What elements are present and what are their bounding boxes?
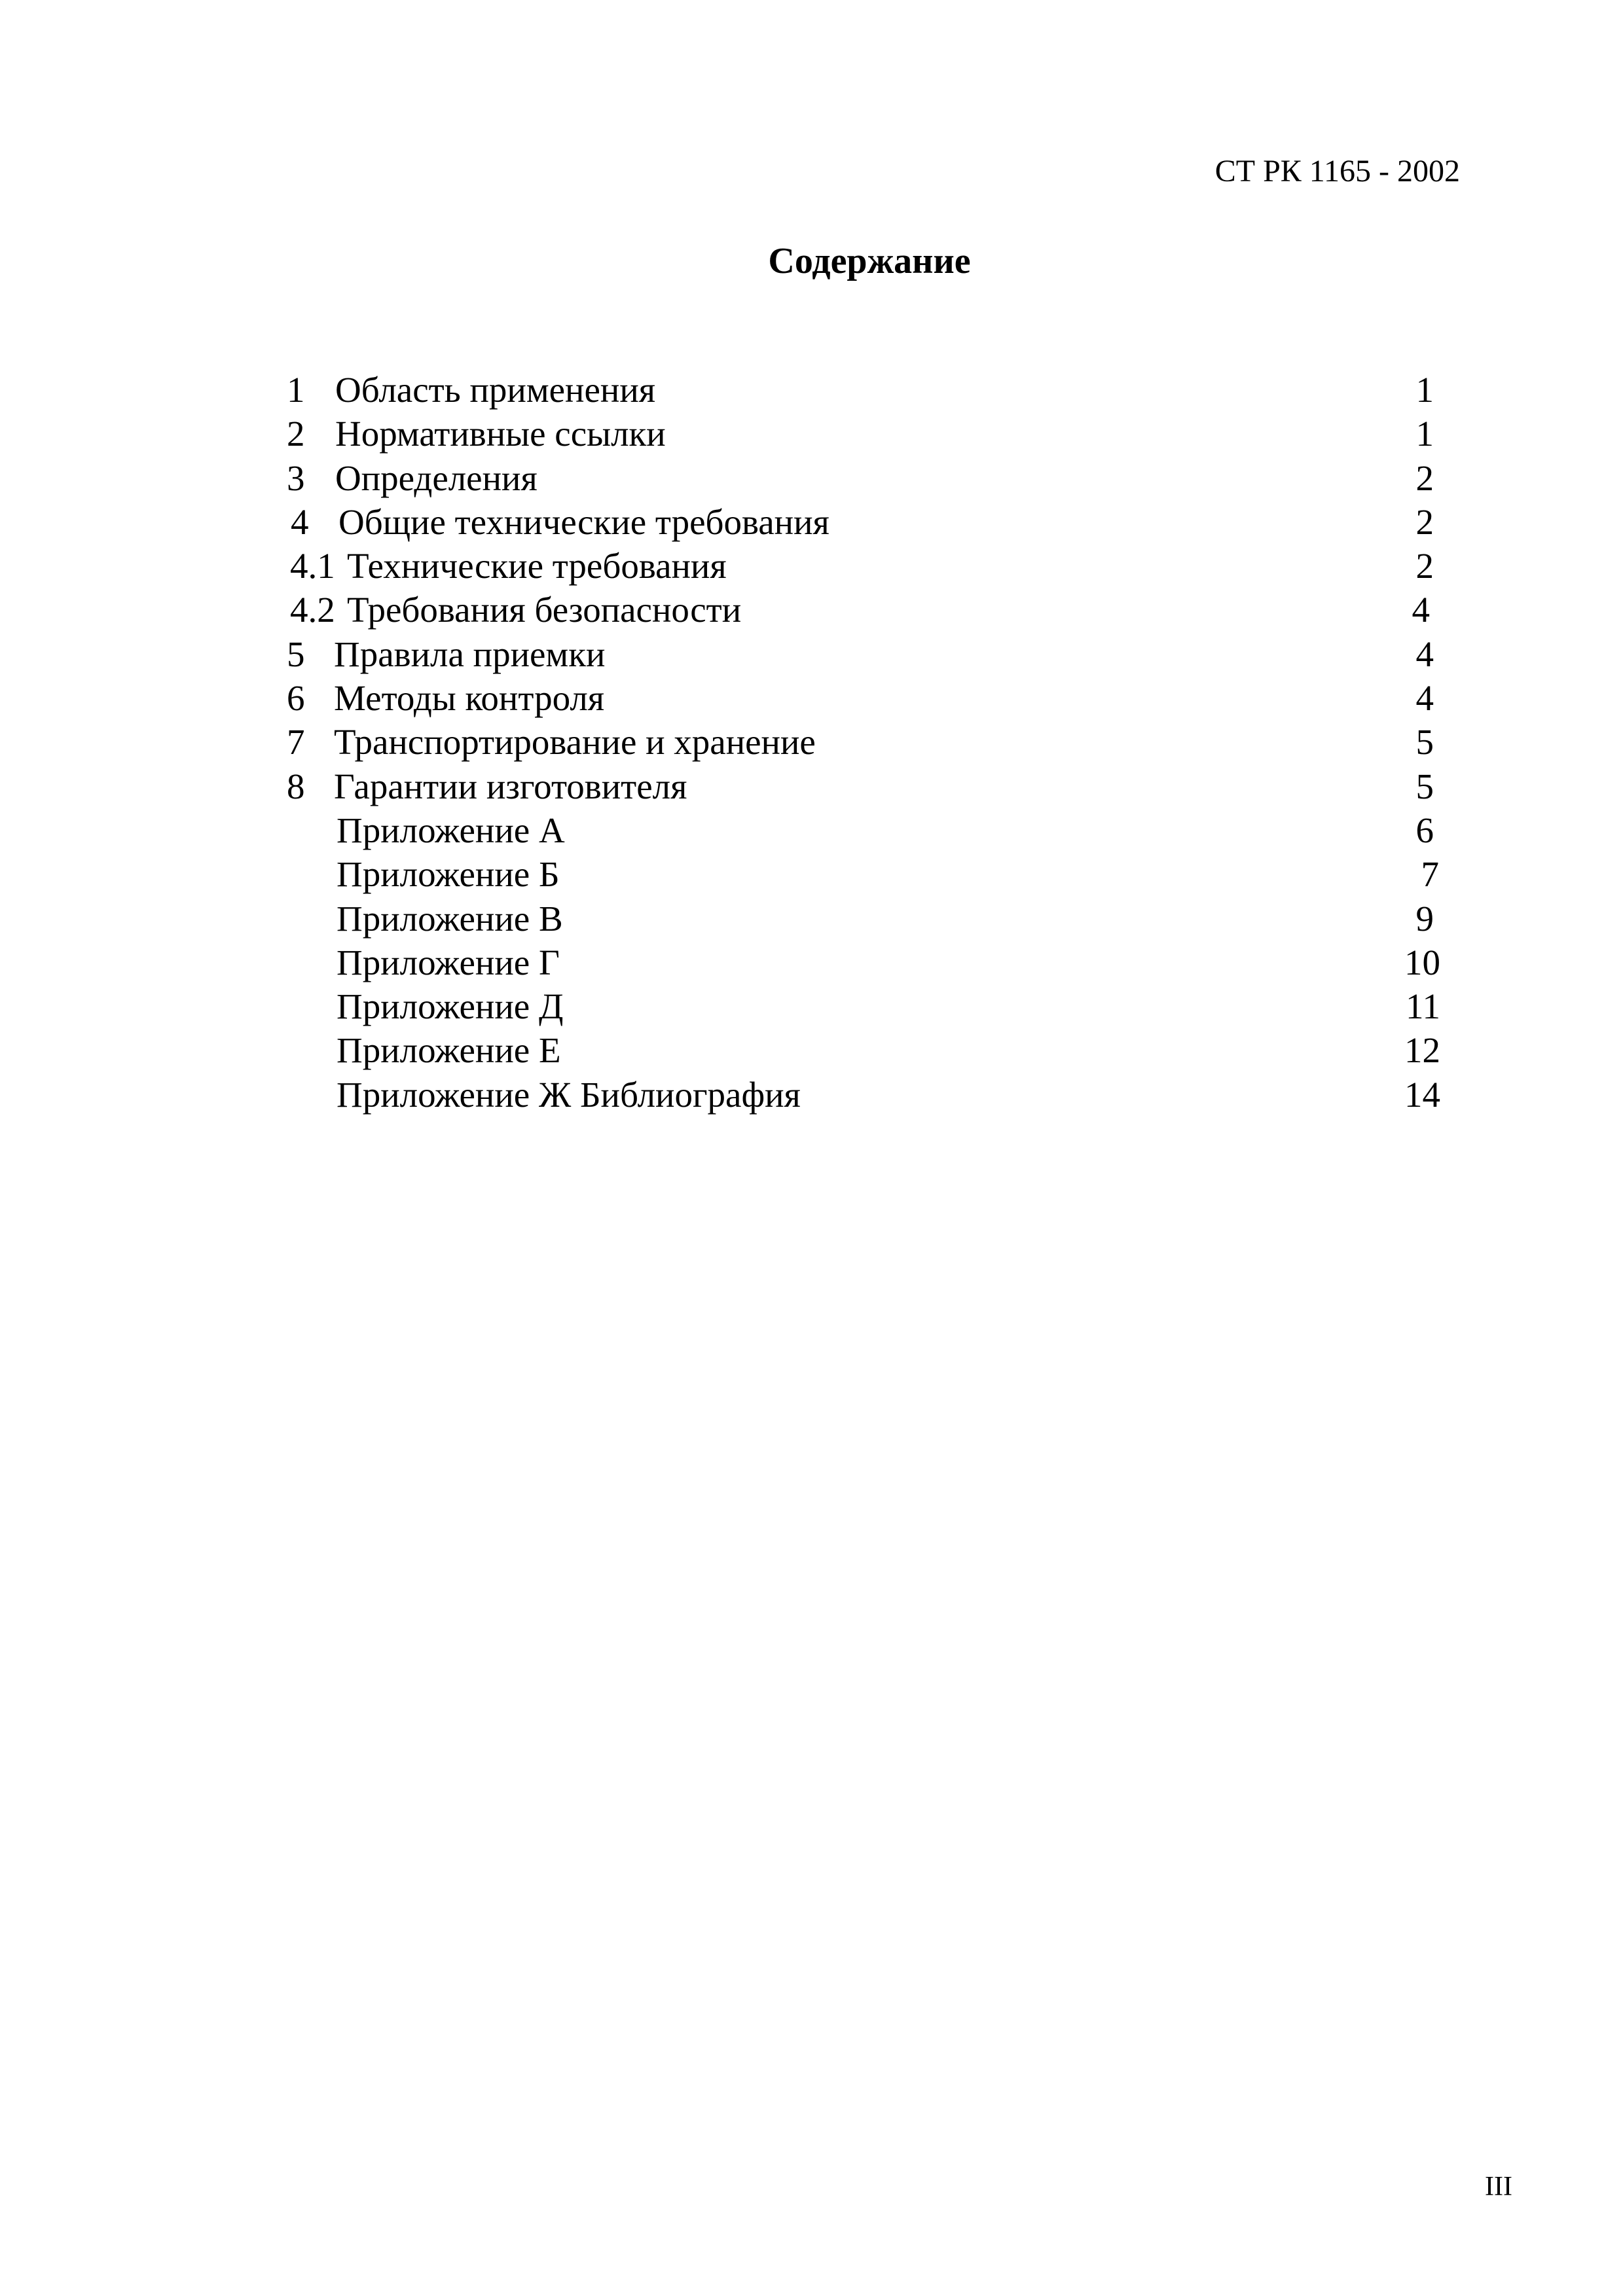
table-of-contents — [0, 368, 1623, 1117]
toc-entry[interactable] — [0, 676, 1623, 720]
toc-entry[interactable] — [0, 897, 1623, 941]
toc-entry-number: 4.2 — [290, 590, 335, 630]
toc-entry-page: 1 — [1415, 414, 1434, 454]
toc-entry-page: 12 — [1404, 1030, 1440, 1071]
toc-entry[interactable] — [0, 632, 1623, 676]
toc-entry-page: 10 — [1404, 942, 1440, 982]
toc-entry[interactable] — [0, 852, 1623, 896]
toc-entry-number: 4.1 — [290, 546, 335, 586]
toc-entry-title: Определения — [335, 457, 538, 498]
toc-entry-number: 3 — [287, 457, 305, 498]
page-title: Содержание — [768, 241, 971, 281]
toc-entry-number: 5 — [287, 634, 305, 674]
toc-entry-title: Приложение А — [337, 810, 565, 850]
toc-entry-number: 2 — [287, 414, 305, 454]
toc-entry-title: Область применения — [335, 370, 656, 410]
toc-entry-page: 4 — [1412, 590, 1430, 630]
toc-entry[interactable] — [0, 764, 1623, 808]
toc-entry-number: 7 — [287, 722, 305, 762]
toc-entry-number: 4 — [291, 501, 309, 542]
toc-entry-page: 4 — [1415, 634, 1434, 674]
toc-entry-title: Приложение Е — [337, 1030, 561, 1071]
toc-entry-page: 2 — [1415, 457, 1434, 498]
toc-entry-page: 5 — [1415, 766, 1434, 806]
toc-entry[interactable] — [0, 808, 1623, 852]
toc-entry[interactable] — [0, 984, 1623, 1028]
toc-entry[interactable] — [0, 720, 1623, 764]
toc-entry-page: 4 — [1415, 678, 1434, 719]
toc-entry-title: Требования безопасности — [347, 590, 742, 630]
toc-entry-page: 2 — [1415, 546, 1434, 586]
toc-entry-page: 6 — [1415, 810, 1434, 850]
toc-entry-title: Приложение Б — [337, 854, 560, 895]
toc-entry[interactable] — [0, 941, 1623, 984]
document-code: СТ РК 1165 - 2002 — [1214, 154, 1460, 188]
toc-entry[interactable] — [0, 412, 1623, 456]
toc-entry[interactable] — [0, 1028, 1623, 1072]
toc-entry-number: 6 — [287, 678, 305, 719]
toc-entry-title: Приложение Ж Библиография — [337, 1074, 801, 1115]
toc-entry-page: 14 — [1404, 1074, 1440, 1115]
toc-entry-title: Технические требования — [347, 546, 727, 586]
toc-entry-page: 5 — [1415, 722, 1434, 762]
toc-entry-title: Гарантии изготовителя — [334, 766, 687, 806]
toc-entry-page: 1 — [1415, 370, 1434, 410]
page-number: III — [1485, 2172, 1512, 2202]
toc-entry-title: Приложение Д — [337, 986, 564, 1027]
toc-entry[interactable] — [0, 456, 1623, 500]
toc-entry-title: Транспортирование и хранение — [334, 722, 816, 762]
toc-entry-title: Методы контроля — [334, 678, 605, 719]
toc-entry-number: 1 — [287, 370, 305, 410]
toc-entry-page: 2 — [1415, 501, 1434, 542]
toc-entry-page: 9 — [1415, 898, 1434, 939]
toc-entry[interactable] — [0, 544, 1623, 588]
toc-entry-title: Общие технические требования — [338, 501, 830, 542]
toc-entry-page: 7 — [1421, 854, 1439, 895]
toc-entry[interactable] — [0, 368, 1623, 412]
toc-entry-title: Приложение Г — [337, 942, 560, 982]
toc-entry-title: Правила приемки — [334, 634, 606, 674]
toc-entry[interactable] — [0, 588, 1623, 632]
toc-entry-title: Нормативные ссылки — [335, 414, 666, 454]
toc-entry-title: Приложение В — [337, 898, 563, 939]
toc-entry-number: 8 — [287, 766, 305, 806]
toc-entry[interactable] — [0, 1073, 1623, 1117]
toc-entry-page: 11 — [1406, 986, 1440, 1027]
toc-entry[interactable] — [0, 500, 1623, 544]
